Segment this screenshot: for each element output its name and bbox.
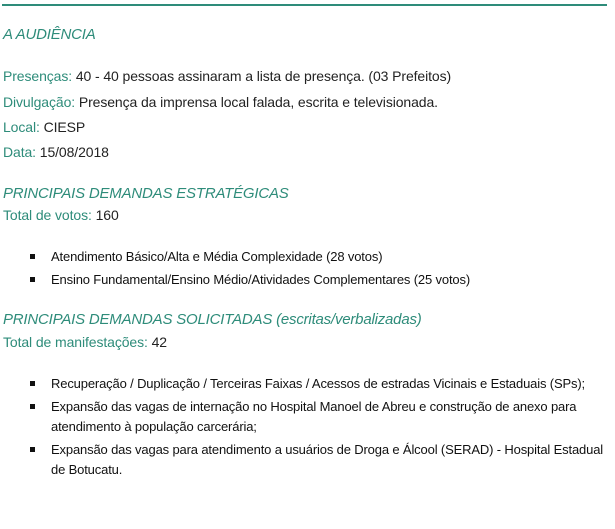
field-value: CIESP bbox=[43, 119, 86, 135]
field-presencas bbox=[3, 68, 451, 84]
total-key: Total de manifestações: bbox=[3, 334, 148, 350]
estrategicas-list bbox=[0, 247, 615, 290]
field-key: Local: bbox=[3, 119, 40, 135]
field-key: Divulgação: bbox=[3, 94, 76, 110]
list-item: Atendimento Básico/Alta e Média Complexidade (28 votos) bbox=[0, 247, 611, 267]
field-value: 40 - 40 pessoas assinaram a lista de presença. (03 Prefeitos) bbox=[75, 68, 452, 84]
list-item: Recuperação / Duplicação / Terceiras Faixas / Acessos de estradas Vicinais e Estaduais (SPs); bbox=[0, 374, 611, 394]
list-item: Expansão das vagas de internação no Hospital Manoel de Abreu e construção de anexo para atendimento à população carcerária; bbox=[0, 397, 611, 437]
field-data bbox=[3, 144, 109, 160]
bullet-square-icon bbox=[30, 277, 35, 282]
top-divider bbox=[2, 4, 607, 6]
field-value: Presença da imprensa local falada, escrita e televisionada. bbox=[78, 94, 438, 110]
total-key: Total de votos: bbox=[3, 207, 92, 223]
total-value: 42 bbox=[151, 334, 167, 350]
solicitadas-list bbox=[0, 374, 615, 480]
field-divulgacao bbox=[3, 94, 438, 110]
section-title-solicitadas: PRINCIPAIS DEMANDAS SOLICITADAS (escritas/verbalizadas) bbox=[3, 311, 422, 328]
section-title-estrategicas: PRINCIPAIS DEMANDAS ESTRATÉGICAS bbox=[3, 185, 289, 202]
total-manifestacoes bbox=[3, 334, 167, 350]
total-votos bbox=[3, 207, 119, 223]
total-value: 160 bbox=[95, 207, 119, 223]
field-local bbox=[3, 119, 85, 135]
bullet-square-icon bbox=[30, 381, 35, 386]
section-title-audiencia: A AUDIÊNCIA bbox=[3, 26, 96, 43]
field-key: Presenças: bbox=[3, 68, 73, 84]
field-key: Data: bbox=[3, 144, 36, 160]
list-item: Expansão das vagas para atendimento a usuários de Droga e Álcool (SERAD) - Hospital Estadual de Botucatu. bbox=[0, 440, 611, 480]
bullet-square-icon bbox=[30, 404, 35, 409]
bullet-square-icon bbox=[30, 254, 35, 259]
field-value: 15/08/2018 bbox=[39, 144, 109, 160]
list-item: Ensino Fundamental/Ensino Médio/Atividades Complementares (25 votos) bbox=[0, 270, 611, 290]
bullet-square-icon bbox=[30, 447, 35, 452]
